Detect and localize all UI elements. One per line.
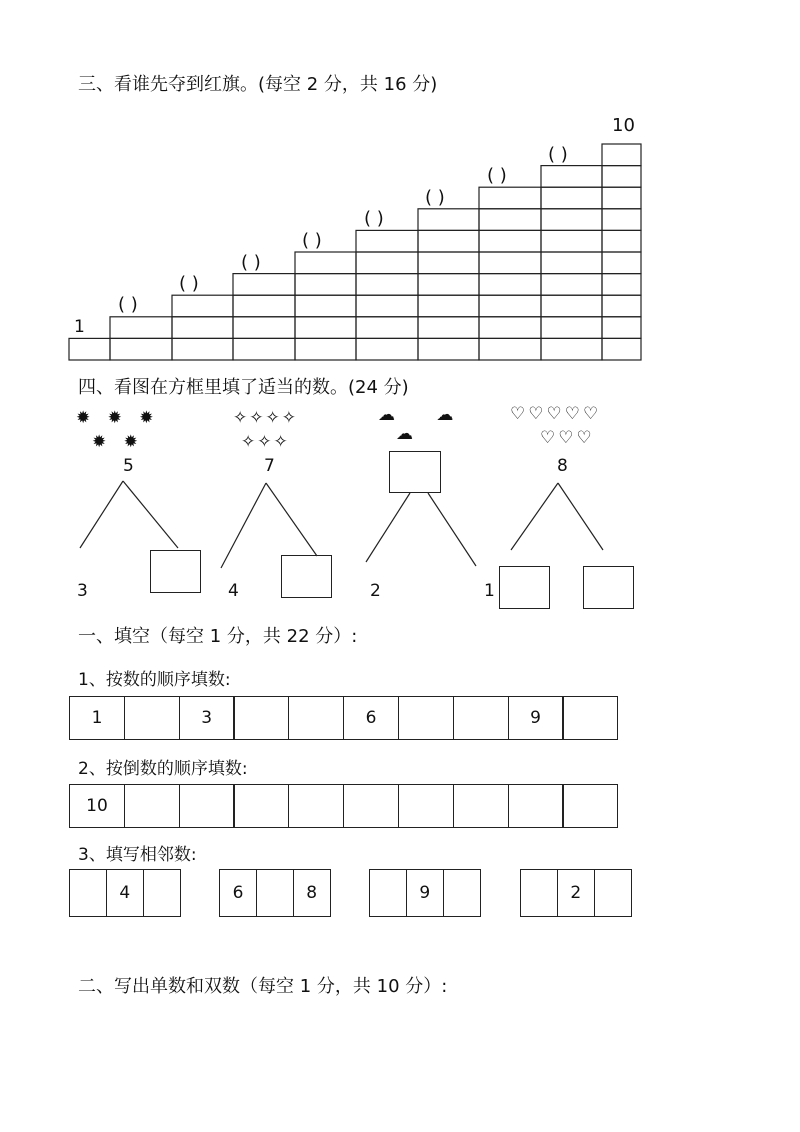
section3-title: 三、看谁先夺到红旗。(每空 2 分，共 16 分) <box>78 74 438 95</box>
bond-line <box>428 493 476 566</box>
bond-left-1: 3 <box>77 581 88 601</box>
q2-cell[interactable] <box>398 784 454 828</box>
neighbor-group-2 <box>219 869 331 917</box>
cloud-icons-row2: ☁ <box>396 424 419 444</box>
bond-line <box>221 483 266 568</box>
q2-sequence-row <box>69 784 618 828</box>
bond-answer-box-4a[interactable] <box>499 566 550 609</box>
bond-line <box>366 493 410 562</box>
q2-cell[interactable] <box>124 784 180 828</box>
q1-cell[interactable] <box>124 696 180 740</box>
heart-icons-row1: ♡♡♡♡♡ <box>510 404 602 424</box>
bond-total-4: 8 <box>557 456 568 476</box>
q1-cell[interactable] <box>453 696 509 740</box>
bond-left-3: 2 <box>370 581 381 601</box>
neighbor-cell[interactable] <box>443 869 481 917</box>
star-icons-row2: ✧✧✧ <box>241 432 290 452</box>
q1-cell[interactable]: 3 <box>179 696 235 740</box>
stair-blank-5[interactable]: ( ) <box>364 208 384 229</box>
stair-start-number: 1 <box>74 317 85 337</box>
stair-blank-2[interactable]: ( ) <box>179 273 199 294</box>
bond-total-2: 7 <box>264 456 275 476</box>
bond-total-1: 5 <box>123 456 134 476</box>
stair-blank-4[interactable]: ( ) <box>302 230 322 251</box>
neighbor-cell[interactable]: 4 <box>106 869 144 917</box>
q1-label: 1、按数的顺序填数: <box>78 670 231 690</box>
q1-cell[interactable]: 9 <box>508 696 564 740</box>
q2-cell[interactable] <box>343 784 399 828</box>
bond-line <box>123 481 178 548</box>
spacer <box>470 569 471 570</box>
stair-blank-1[interactable]: ( ) <box>118 294 138 315</box>
cloud-icons-row1: ☁ ☁ <box>378 405 472 425</box>
neighbor-cell[interactable] <box>69 869 107 917</box>
stair-blank-3[interactable]: ( ) <box>241 252 261 273</box>
neighbor-cell[interactable]: 6 <box>219 869 257 917</box>
q1-cell[interactable] <box>233 696 289 740</box>
bond-answer-box-4b[interactable] <box>583 566 634 609</box>
q1-cell[interactable] <box>398 696 454 740</box>
star-icons-row1: ✧✧✧✧ <box>233 408 298 428</box>
neighbor-cell[interactable] <box>369 869 407 917</box>
bond-answer-box-1[interactable] <box>150 550 201 593</box>
q2-cell[interactable] <box>179 784 235 828</box>
neighbor-cell[interactable]: 8 <box>293 869 331 917</box>
heart-icons-row2: ♡♡♡ <box>540 428 595 448</box>
q2-cell[interactable] <box>562 784 618 828</box>
q1-cell[interactable] <box>562 696 618 740</box>
stair-blank-7[interactable]: ( ) <box>487 165 507 186</box>
neighbor-cell[interactable]: 9 <box>406 869 444 917</box>
neighbor-group-3 <box>369 869 481 917</box>
neighbor-group-1 <box>69 869 181 917</box>
neighbor-cell[interactable] <box>143 869 181 917</box>
bond-answer-box-2[interactable] <box>281 555 332 598</box>
section4-title: 四、看图在方框里填了适当的数。(24 分) <box>78 377 409 398</box>
neighbor-cell[interactable]: 2 <box>557 869 595 917</box>
bond-line <box>558 483 603 550</box>
stair-blank-6[interactable]: ( ) <box>425 187 445 208</box>
q1-cell[interactable]: 6 <box>343 696 399 740</box>
neighbor-cell[interactable] <box>520 869 558 917</box>
q2-cell[interactable] <box>288 784 344 828</box>
section1-title: 一、填空（每空 1 分，共 22 分）: <box>78 626 358 647</box>
sun-icons-row2: ✹ ✹ <box>92 432 144 452</box>
bond-total-box-3[interactable] <box>389 451 441 493</box>
bond-left-4: 1 <box>484 581 495 601</box>
q2-label: 2、按倒数的顺序填数: <box>78 759 248 779</box>
stair-blank-8[interactable]: ( ) <box>548 144 568 165</box>
q2-cell[interactable] <box>233 784 289 828</box>
bond-line <box>266 483 317 556</box>
sun-icons-row1: ✹ ✹ ✹ <box>76 408 160 428</box>
neighbor-cell[interactable] <box>594 869 632 917</box>
bond-line <box>511 483 558 550</box>
neighbor-cell[interactable] <box>256 869 294 917</box>
neighbor-group-4 <box>520 869 632 917</box>
bond-left-2: 4 <box>228 581 239 601</box>
q2-cell[interactable] <box>453 784 509 828</box>
bond-line <box>80 481 123 548</box>
q1-sequence-row <box>69 696 618 740</box>
q1-cell[interactable]: 1 <box>69 696 125 740</box>
q1-cell[interactable] <box>288 696 344 740</box>
q3-label: 3、填写相邻数: <box>78 845 197 865</box>
stair-end-number: 10 <box>612 115 635 136</box>
q2-cell[interactable] <box>508 784 564 828</box>
q2-cell[interactable]: 10 <box>69 784 125 828</box>
section2-title: 二、写出单数和双数（每空 1 分，共 10 分）: <box>78 976 448 997</box>
